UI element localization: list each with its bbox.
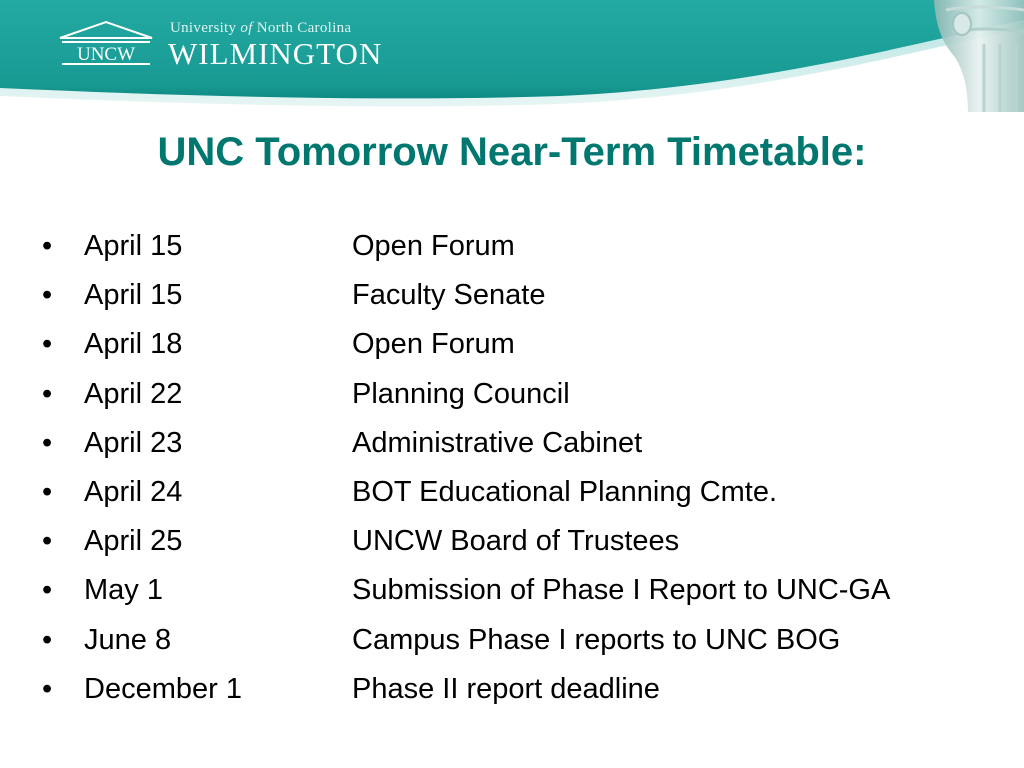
item-event: Submission of Phase I Report to UNC-GA [352, 574, 891, 607]
university-of: of [240, 20, 253, 36]
bullet-icon: • [42, 279, 53, 312]
list-item [42, 519, 890, 568]
timetable-list [42, 224, 890, 716]
column-capital-image [924, 0, 1024, 112]
bullet-icon: • [42, 525, 53, 558]
item-date: April 18 [84, 328, 183, 361]
list-item [42, 372, 890, 421]
item-event: Open Forum [352, 328, 515, 361]
list-item [42, 273, 890, 322]
item-date: June 8 [84, 623, 172, 656]
bullet-icon: • [42, 623, 53, 656]
bullet-icon: • [42, 377, 53, 410]
item-event: Faculty Senate [352, 279, 546, 312]
item-date: April 23 [84, 426, 183, 459]
list-item [42, 618, 890, 667]
bullet-icon: • [42, 475, 53, 508]
item-event: Campus Phase I reports to UNC BOG [352, 623, 841, 656]
logo-text: UNCW [76, 44, 136, 65]
item-date: December 1 [84, 672, 242, 705]
item-event: Administrative Cabinet [352, 426, 643, 459]
list-item [42, 421, 890, 470]
item-event: UNCW Board of Trustees [352, 525, 680, 558]
item-event: Planning Council [352, 377, 570, 410]
uncw-logo [52, 20, 160, 68]
list-item [42, 322, 890, 371]
bullet-icon: • [42, 574, 53, 607]
item-event: BOT Educational Planning Cmte. [352, 475, 778, 508]
university-line [170, 20, 351, 37]
campus-name: WILMINGTON [168, 36, 383, 71]
list-item [42, 667, 890, 716]
item-date: April 22 [84, 377, 183, 410]
item-event: Phase II report deadline [352, 672, 660, 705]
item-date: April 24 [84, 475, 183, 508]
university-suffix: North Carolina [256, 20, 352, 36]
item-date: May 1 [84, 574, 163, 607]
bullet-icon: • [42, 426, 53, 459]
university-prefix: University [170, 20, 237, 36]
bullet-icon: • [42, 328, 53, 361]
item-event: Open Forum [352, 230, 515, 262]
list-item [42, 568, 890, 617]
bullet-icon: • [42, 672, 53, 705]
bullet-icon: • [42, 230, 53, 262]
list-item [42, 224, 890, 273]
item-date: April 15 [84, 279, 183, 312]
slide-title: UNC Tomorrow Near-Term Timetable: [157, 130, 867, 174]
list-item [42, 470, 890, 519]
item-date: April 15 [84, 230, 183, 262]
item-date: April 25 [84, 525, 183, 558]
